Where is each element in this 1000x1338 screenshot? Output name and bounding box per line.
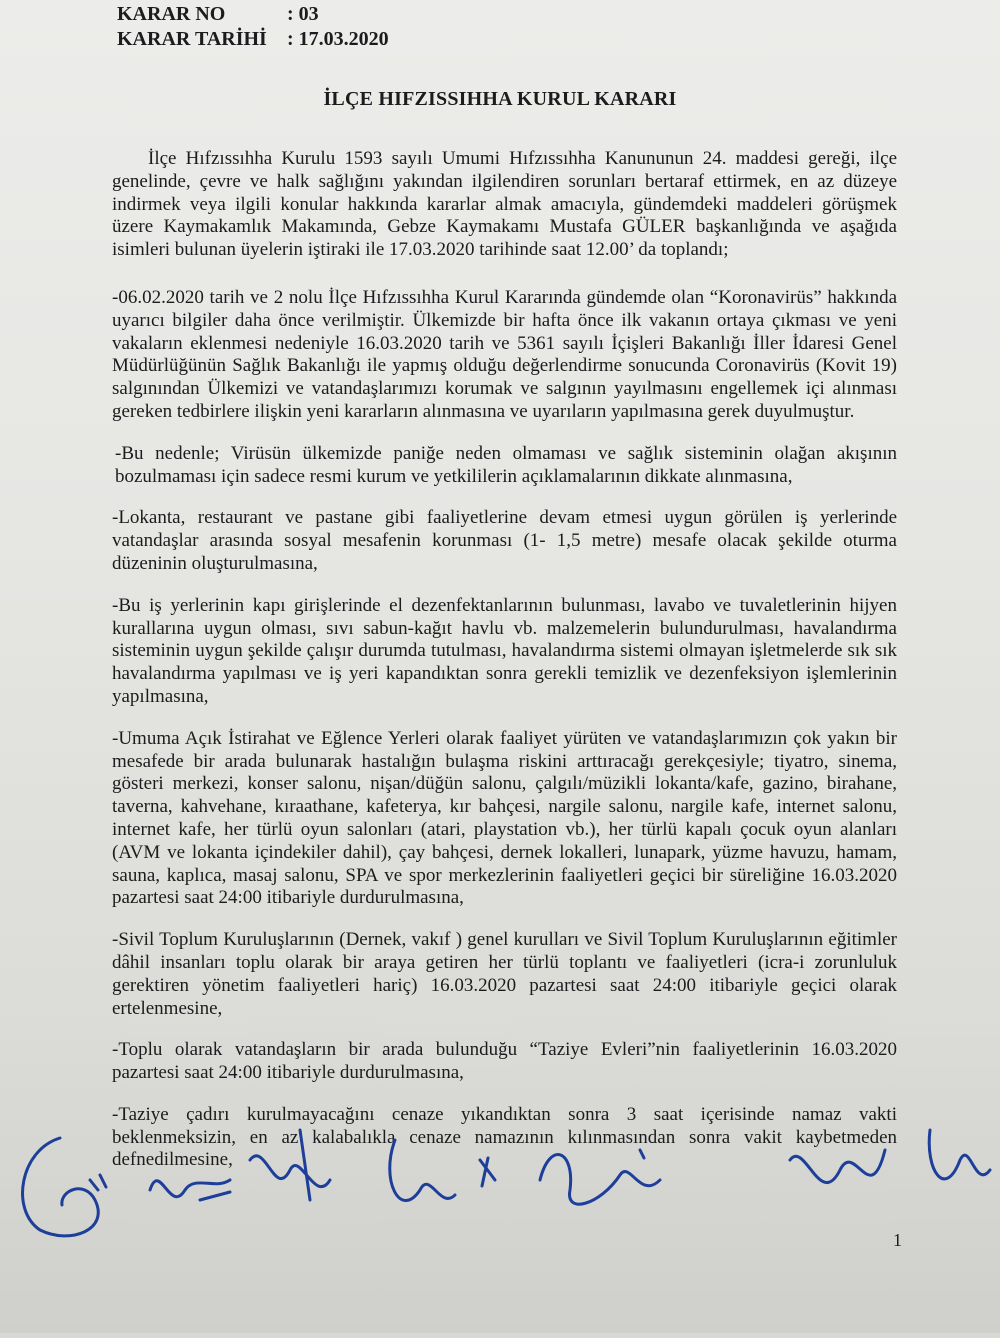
- decision-paragraph: -Umuma Açık İstirahat ve Eğlence Yerleri olarak faaliyet yürüten ve vatandaşlarımızın çok yakın bir mesafede bir arada bulunarak hastalığın bulaşma riskini arttıracağı gerekçesiyle; tiyatro, sinema, gösteri merkezi, konser salonu, nişan/düğün salonu, çalgılı/müzikli lokanta/kafe, gazino, birahane, taverna, kahvehane, kıraathane, kafeterya, kır bahçesi, nargile salonu, nargile kafe, internet salonu, internet kafe, her türlü oyun salonları (atari, playstation vb.), her türlü kapalı çocuk oyun alanları (AVM ve lokanta içindekiler dahil), çay bahçesi, dernek lokalleri, lunapark, yüzme havuzu, hamam, sauna, kaplıca, masaj salonu, SPA ve spor merkezlerinin faaliyetleri geçici bir süreliğine 16.03.2020 pazartesi saat 24:00 itibariyle durdurulmasına,: [112, 727, 897, 909]
- signature-1-mark: [90, 1175, 106, 1190]
- decision-date-row: [117, 27, 389, 52]
- decision-paragraph: -Toplu olarak vatandaşların bir arada bulunduğu “Taziye Evleri”nin faaliyetlerinin 16.03.2020 pazartesi saat 24:00 itibariyle durdurulmasına,: [112, 1039, 897, 1084]
- signature-5: [480, 1158, 495, 1186]
- handwritten-signatures: [0, 1120, 1000, 1333]
- decision-paragraph: -Taziye çadırı kurulmayacağını cenaze yıkandıktan sonra 3 saat içerisinde namaz vakti beklenmeksizin, en az kalabalıkla cenaze namazının kılınmasından sonra vakit kaybetmeden defnedilmesine,: [112, 1103, 897, 1171]
- decision-date-label: KARAR TARİHİ: [117, 28, 267, 50]
- decision-number-value: : 03: [287, 3, 319, 25]
- document-body: [112, 148, 897, 1191]
- signature-8: [929, 1130, 990, 1179]
- signature-6: [540, 1150, 660, 1204]
- decision-number-label: KARAR NO: [117, 3, 226, 25]
- signature-2: [150, 1180, 230, 1200]
- document-title: İLÇE HIFZISSIHHA KURUL KARARI: [323, 88, 677, 110]
- signature-1: [23, 1138, 99, 1236]
- decision-paragraph: -Bu iş yerlerinin kapı girişlerinde el dezenfektanlarının bulunması, lavabo ve tuvaletlerinin hijyen kurallarına uygun olması, sıvı sabun-kağıt havlu vb. malzemelerin bulundurulması, havalandırma sisteminin uygun şekilde çalışır durumda tutulması, havalandırma sistemi olmayan işletmelerde sık sık havalandırma yapılması ve iş yeri kapandıktan sonra gerekli temizlik ve dezenfeksiyon işlemlerinin yapılmasına,: [112, 594, 897, 707]
- decision-paragraph: -06.02.2020 tarih ve 2 nolu İlçe Hıfzıssıhha Kurul Kararında gündemde olan “Koronavirüs” hakkında uyarıcı bilgiler daha önce verilmiştir. Ülkemizde bir hafta önce ilk vakanın ortaya çıkması ve yeni vakaların eklenmesi nedeniyle 16.03.2020 tarih ve 5361 sayılı İçişleri Bakanlığı İller İdaresi Genel Müdürlüğünün Sağlık Bakanlığı ile yapmış olduğu değerlendirme sonucunda Coronavirüs (Kovit 19) salgınından Ülkemizi ve vatandaşlarımızı korumak ve salgının yayılmasını engellemek içi alınması gereken tedbirlere ilişkin yeni kararların alınmasına ve uyarıların yapılmasına gerek duyulmuştur.: [112, 286, 897, 422]
- decision-header: [117, 2, 389, 52]
- signature-7: [790, 1150, 885, 1183]
- intro-paragraph: İlçe Hıfzıssıhha Kurulu 1593 sayılı Umumi Hıfzıssıhha Kanununun 24. maddesi gereği, ilçe genelinde, çevre ve halk sağlığını yakından ilgilendiren sorunları bertaraf ettirmek, en az düzeye indirmek veya ilgili konular hakkında kararlar almak amacıyla, gündemdeki maddeleri görüşmek üzere Kaymakamlık Makamında, Gebze Kaymakamı Mustafa GÜLER başkanlığında ve aşağıda isimleri bulunan üyelerin iştiraki ile 17.03.2020 tarihinde saat 12.00’ da toplandı;: [112, 148, 897, 261]
- decision-date-value: : 17.03.2020: [287, 28, 389, 50]
- decision-paragraph: -Sivil Toplum Kuruluşlarının (Dernek, vakıf ) genel kurulları ve Sivil Toplum Kuruluşlarının eğitimler dâhil insanları toplu olarak bir araya getiren her türlü toplantı ve faaliyetleri (icra-i zorunluluk gerektiren yönetim faaliyetleri hariç) 16.03.2020 pazartesi saat 24:00 itibariyle geçici olarak ertelenmesine,: [112, 929, 897, 1019]
- decision-number-row: [117, 2, 389, 27]
- signatures-area: [0, 1120, 1000, 1333]
- page-number: 1: [893, 1230, 902, 1250]
- decision-paragraph: -Bu nedenle; Virüsün ülkemizde paniğe neden olmaması ve sağlık sisteminin olağan akışının bozulmaması için sadece resmi kurum ve yetkililerin açıklamalarının dikkate alınmasına,: [115, 442, 897, 487]
- signature-4: [390, 1140, 455, 1200]
- decision-paragraph: -Lokanta, restaurant ve pastane gibi faaliyetlerine devam etmesi uygun görülen iş yerlerinde vatandaşlar arasında sosyal mesafenin korunması (1- 1,5 metre) mesafe olacak şekilde oturma düzeninin oluşturulmasına,: [112, 507, 897, 574]
- signature-3: [250, 1130, 330, 1200]
